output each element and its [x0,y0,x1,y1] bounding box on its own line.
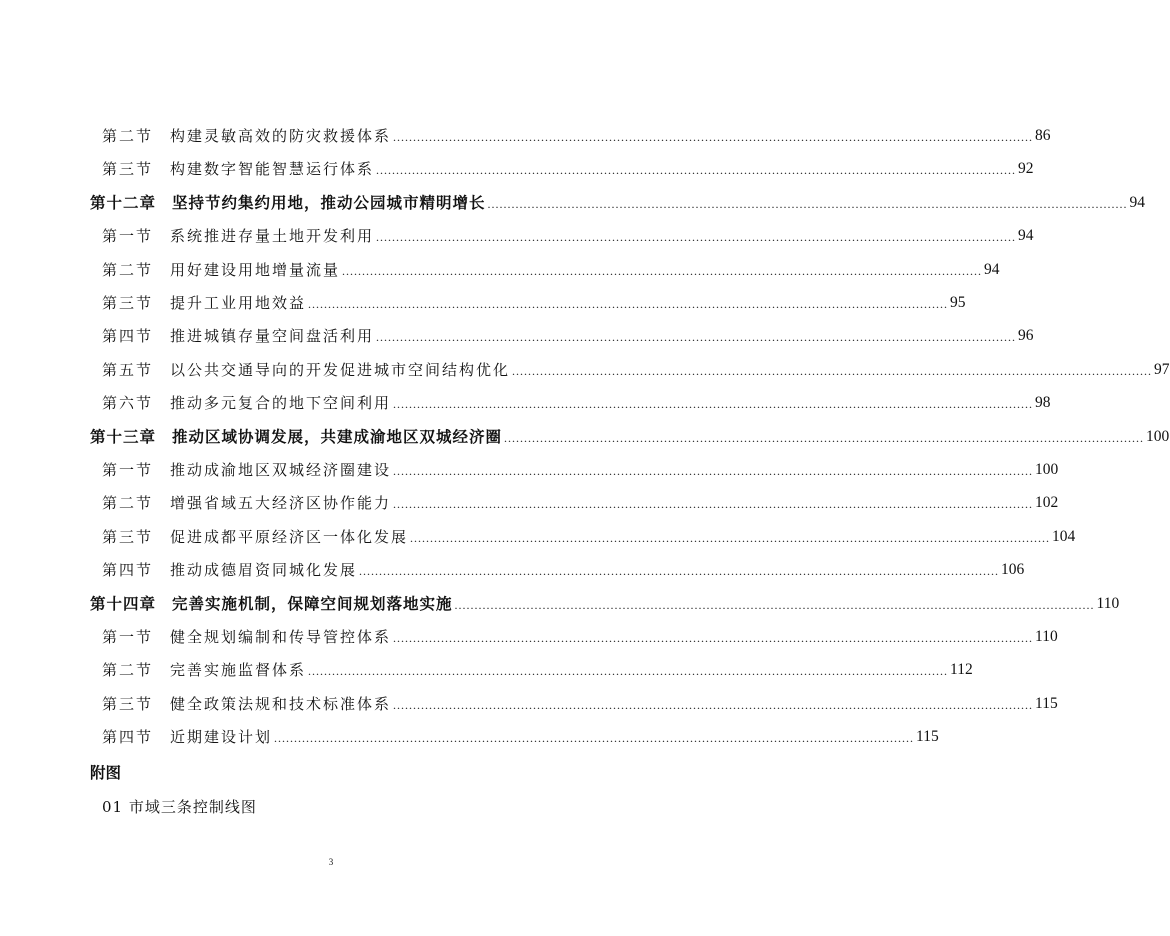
entry-title: 推动成渝地区双城经济圈建设 [170,461,392,479]
dot-leader: ................................................................................................................................................................ [376,230,1017,245]
entry-page-number: 112 [950,661,973,679]
entry-title: 完善实施机制，保障空间规划落地实施 [172,593,453,613]
dot-leader: ................................................................................................................................................................ [393,631,1034,645]
dot-leader: ................................................................................................................................................................ [342,263,983,278]
toc-section-entry [102,690,1058,714]
entry-number: 第六节 [102,394,154,413]
entry-title: 健全政策法规和技术标准体系 [170,694,392,713]
toc-section-entry [102,556,1025,580]
entry-number: 第一节 [102,227,154,246]
entry-page-number: 94 [1129,193,1146,211]
dot-leader: ................................................................................................................................................................ [512,363,1153,378]
entry-page-number: 104 [1052,527,1076,545]
entry-title: 坚持节约集约用地，推动公园城市精明增长 [172,192,486,212]
toc-section-entry [102,155,1034,179]
entry-page-number: 96 [1018,327,1034,345]
entry-number: 第十四章 [90,593,157,613]
entry-page-number: 100 [1035,461,1059,478]
toc-section-entry [102,723,939,747]
entry-title: 构建灵敏高效的防灾救援体系 [170,127,392,145]
entry-page-number: 94 [1018,227,1034,245]
dot-leader: ................................................................................................................................................................ [393,397,1034,412]
entry-title: 促进成都平原经济区一体化发展 [170,527,409,546]
entry-page-number: 102 [1035,494,1059,512]
entry-page-number: 100 [1146,427,1170,445]
entry-title: 推动多元复合的地下空间利用 [170,394,392,413]
entry-number: 第二节 [102,260,154,279]
page-number: 3 [328,857,334,867]
toc-section-entry [102,122,1051,146]
entry-title: 用好建设用地增量流量 [170,260,341,279]
dot-leader: ................................................................................................................................................................ [376,163,1017,178]
toc-section-entry [102,256,1000,280]
entry-page-number: 92 [1018,160,1034,178]
entry-page-number: 95 [950,294,966,311]
entry-title: 以公共交通导向的开发促进城市空间结构优化 [170,360,511,379]
entry-title: 增强省域五大经济区协作能力 [170,494,392,513]
entry-title: 健全规划编制和传导管控体系 [170,628,392,646]
entry-title: 系统推进存量土地开发利用 [170,227,375,246]
entry-number: 第四节 [102,561,154,580]
entry-number: 第十二章 [90,192,157,212]
appendix-item: 01 市域三条控制线图 [102,798,257,816]
dot-leader: ................................................................................................................................................................ [410,530,1051,545]
entry-page-number: 97 [1154,360,1170,378]
entry-number: 第四节 [102,728,154,747]
dot-leader: ................................................................................................................................................................ [393,497,1034,512]
entry-title: 推动成德眉资同城化发展 [170,561,358,580]
entry-title: 完善实施监督体系 [170,661,307,680]
entry-title: 推进城镇存量空间盘活利用 [170,327,375,346]
entry-page-number: 110 [1096,594,1120,612]
dot-leader: ................................................................................................................................................................ [359,564,1000,579]
entry-number: 第二节 [102,494,154,513]
dot-leader: ................................................................................................................................................................ [274,731,915,746]
toc-section-entry [102,656,973,680]
dot-leader: ................................................................................................................................................................ [308,297,949,311]
entry-number: 第一节 [102,628,154,646]
appendix-heading: 附图 [90,763,122,782]
toc-section-entry [102,489,1059,513]
entry-number: 第三节 [102,527,154,546]
entry-page-number: 106 [1001,561,1025,579]
entry-number: 第十三章 [90,426,157,446]
dot-leader: ................................................................................................................................................................ [487,196,1128,211]
entry-page-number: 98 [1035,394,1051,412]
entry-title: 近期建设计划 [170,728,273,747]
entry-number: 第三节 [102,294,154,312]
entry-number: 第三节 [102,160,154,179]
entry-number: 第一节 [102,461,154,479]
toc-section-entry [102,456,1059,480]
entry-number: 第四节 [102,327,154,346]
toc-section-entry [102,623,1058,647]
entry-title: 构建数字智能智慧运行体系 [170,160,375,179]
entry-number: 第二节 [102,127,154,145]
dot-leader: ................................................................................................................................................................ [504,430,1145,445]
entry-page-number: 94 [984,260,1000,278]
dot-leader: ................................................................................................................................................................ [393,130,1034,144]
entry-number: 第二节 [102,661,154,680]
entry-title: 推动区域协调发展，共建成渝地区双城经济圈 [172,426,503,446]
entry-page-number: 86 [1035,127,1051,144]
dot-leader: ................................................................................................................................................................ [376,330,1017,345]
entry-page-number: 115 [916,728,939,746]
entry-page-number: 110 [1035,628,1058,645]
toc-section-entry [102,289,966,313]
toc-chapter-entry [90,590,1120,614]
toc-chapter-entry [90,423,1170,447]
toc-section-entry [102,322,1034,346]
toc-section-entry [102,222,1034,246]
toc-chapter-entry [90,189,1146,213]
entry-page-number: 115 [1035,694,1058,712]
dot-leader: ................................................................................................................................................................ [393,697,1034,712]
toc-section-entry [102,523,1076,547]
entry-title: 提升工业用地效益 [170,294,307,312]
dot-leader: ................................................................................................................................................................ [454,597,1095,612]
entry-number: 第三节 [102,694,154,713]
toc-section-entry [102,389,1051,413]
toc-section-entry [102,356,1170,380]
dot-leader: ................................................................................................................................................................ [393,464,1034,478]
entry-number: 第五节 [102,360,154,379]
dot-leader: ................................................................................................................................................................ [308,664,949,679]
